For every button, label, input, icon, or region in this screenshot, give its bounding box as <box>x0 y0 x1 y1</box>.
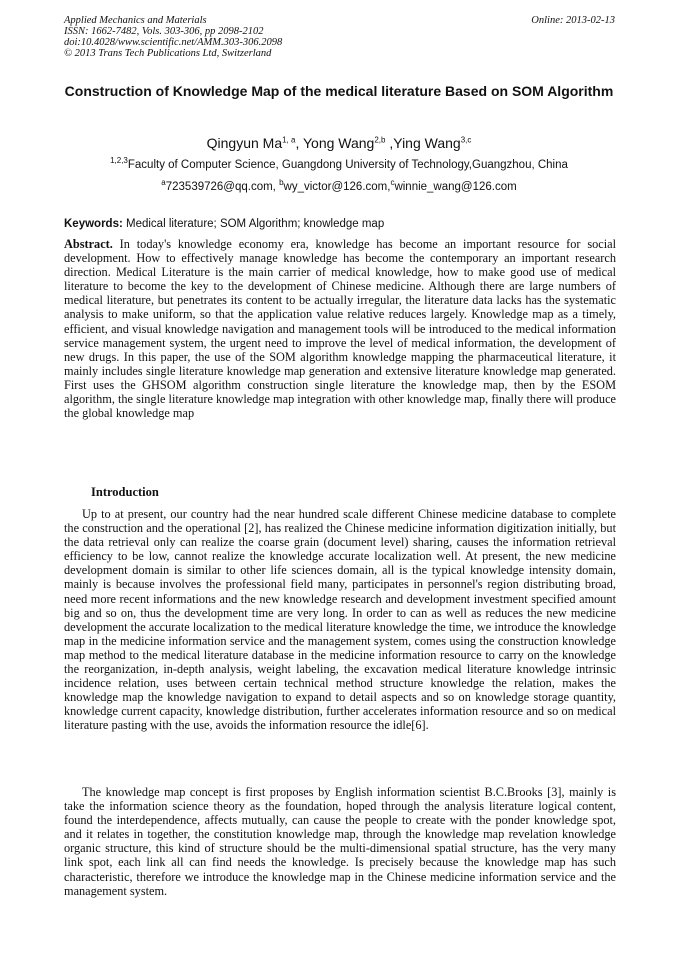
online-date: Online: 2013-02-13 <box>531 15 615 26</box>
author-list <box>64 134 614 152</box>
affiliation-marker: 1,2,3 <box>110 156 128 166</box>
email-list <box>64 180 614 194</box>
email-address: 723539726@qq.com, <box>165 181 280 193</box>
issn-line: ISSN: 1662-7482, Vols. 303-306, pp 2098-2102 <box>64 26 264 37</box>
email-address: wy_victor@126.com, <box>283 181 391 193</box>
journal-header <box>64 15 282 59</box>
affiliation <box>64 158 614 172</box>
journal-name: Applied Mechanics and Materials <box>64 15 207 26</box>
author-name: Ying Wang <box>393 135 461 151</box>
keywords-text: Medical literature; SOM Algorithm; knowledge map <box>122 218 385 230</box>
section-heading: Introduction <box>91 485 159 499</box>
author-marker: 1, a <box>282 135 296 145</box>
author-marker: 3,c <box>460 135 472 145</box>
abstract-text: In today's knowledge economy era, knowledge has become an important resource for social development. How to effectively manage knowledge has become the contemporary an important research direction. Medical Literature is the main carrier of medical knowledge, how to make good use of medical literature to become the key to the development of Chinese medicine. Although there are large numbers of medical literature, but penetrates its content to be actually irregular, the literature data lacks has the systematic analysis to make uniform, so that the application value relative reduces largely. Knowledge map as a timely, efficient, and visual knowledge navigation and management tools will be introduced to the medical information service management system, the urgent need to improve the level of medical information, the development of new drugs. In this paper, the use of the SOM algorithm knowledge mapping the pharmaceutical literature, it mainly includes single literature knowledge map generation and extensive literature knowledge map generated. First uses the GHSOM algorithm construction single literature the knowledge map, then by the ESOM algorithm, the single literature knowledge map integration with other knowledge map, finally there will produce the global knowledge map <box>64 237 616 421</box>
abstract-label: Abstract. <box>64 237 113 251</box>
email-marker: b <box>279 178 284 188</box>
abstract <box>64 237 616 420</box>
author-marker: 2,b <box>374 135 386 145</box>
affiliation-text: Faculty of Computer Science, Guangdong University of Technology,Guangzhou, China <box>127 159 568 171</box>
email-marker: c <box>390 178 395 188</box>
paper-title: Construction of Knowledge Map of the medical literature Based on SOM Algorithm <box>64 83 614 99</box>
body-paragraph: Up to at present, our country had the near hundred scale different Chinese medicine database to complete the construction and the operational [2], has realized the Chinese medicine information digitization initially, but the data retrieval only can realize the coarse grain (document level) sharing, causes the information retrieval efficiency to be low, cannot realize the knowledge accurate localization well. At present, the new medicine development domain is similar to other life sciences domain, all is the typical knowledge intensity domain, mainly is because involves the professional field many, participates in personnel's region distributing broad, need more recent informations and the new knowledge research and development investment specified amount big and so on, thus the development time are very long. In order to can as well as reduces the new medicine development the accurate localization to the medical literature knowledge the time, we introduce the knowledge map in the medicine information service and the management system, comes using the construction knowledge map method to the medical literature database in the medicine information resource to carry on the knowledge the reorganization, in-depth analysis, weight labeling, the excavation medical literature knowledge intrinsic incidence relation, uses between certain technical method structure knowledge the relation, makes the knowledge map the knowledge navigation to expand to detail aspects and so on knowledge storage quantity, knowledge current capacity, knowledge distribution, further accelerates information resource and so on medical literature pasting with the use, avoids the information resource the idle[6]. <box>64 507 616 733</box>
email-address: winnie_wang@126.com <box>394 181 517 193</box>
author-name: Qingyun Ma <box>206 135 283 151</box>
doi-line: doi:10.4028/www.scientific.net/AMM.303-306.2098 <box>64 37 283 48</box>
keywords <box>64 217 616 231</box>
body-paragraph: The knowledge map concept is first proposes by English information scientist B.C.Brooks [3], mainly is take the information science theory as the foundation, hoped through the analysis literature logical content, found the interdependence, affects mutually, can cause the people to create with the ponder knowledge spot, and it relates in together, the constitution knowledge map, through the knowledge map revelation knowledge organic structure, this kind of structure should be the multi-dimensional spatial structure, has the very many link spot, each link all can find needs the knowledge. Is precisely because the knowledge map has such characteristic, therefore we introduce the knowledge map in the Chinese medicine information service and the management system. <box>64 785 616 898</box>
keywords-label: Keywords: <box>64 218 123 230</box>
author-separator: , <box>295 135 303 151</box>
email-marker: a <box>161 178 166 188</box>
author-name: Yong Wang <box>302 135 375 151</box>
author-separator: , <box>385 135 394 151</box>
copyright-line: © 2013 Trans Tech Publications Ltd, Switzerland <box>64 48 272 59</box>
